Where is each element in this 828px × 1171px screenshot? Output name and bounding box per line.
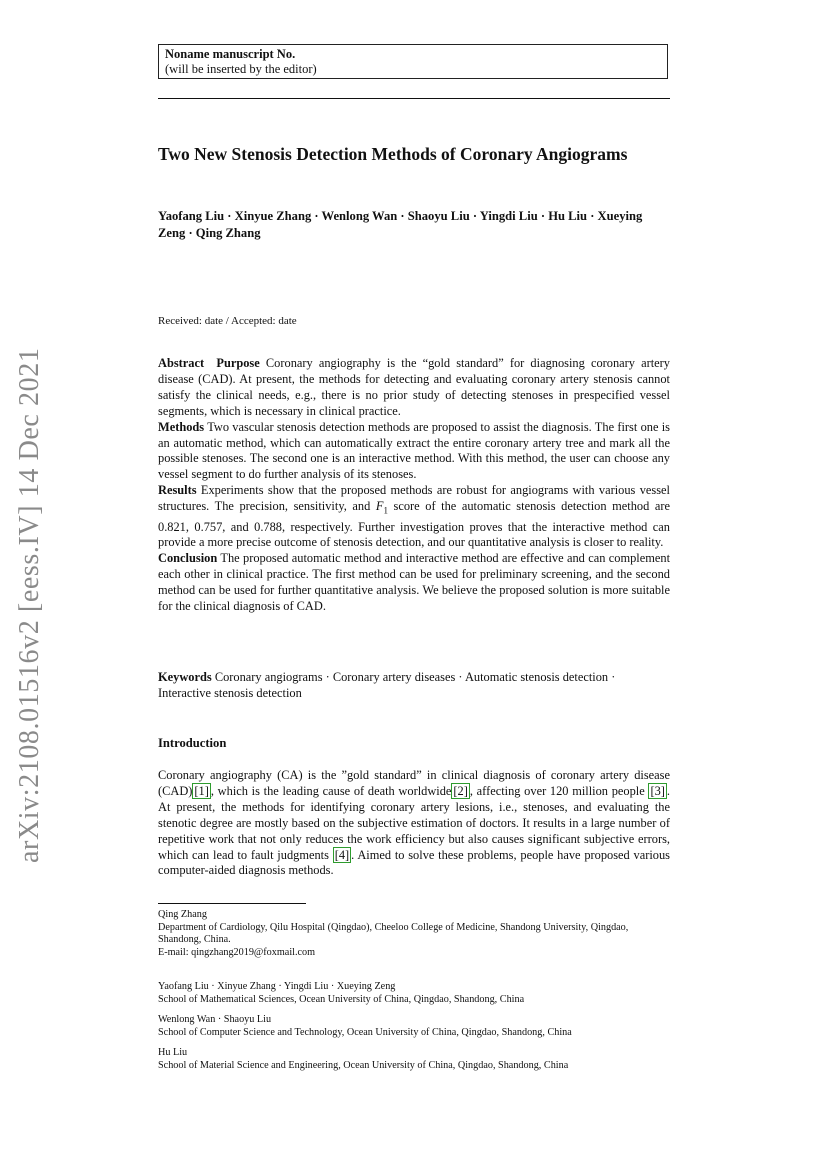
intro-text-1: Coronary angiography (CA) is the ”gold standard” in clinical diagnosis of coronary artery disease (CAD) <box>158 768 670 798</box>
intro-text-5: . Aimed to solve these problems, people have proposed various computer-aided diagnosis methods. <box>158 847 670 878</box>
received-accepted-dates: Received: date / Accepted: date <box>158 315 297 327</box>
introduction-paragraph <box>158 768 670 879</box>
affiliation-block <box>158 1047 670 1072</box>
results-text-b: score of the automatic stenosis detection method are 0.821, 0.757, and 0.788, respectively. Further investigation proves that the interactive method can provide a more precise outcome of stenosis detection, and our quantitative analysis is closer to reality. <box>158 499 670 550</box>
keywords-text: Coronary angiograms · Coronary artery diseases · Automatic stenosis detection · Interactive stenosis detection <box>158 670 616 700</box>
citation-link[interactable]: [4] <box>334 847 350 862</box>
introduction-heading: Introduction <box>158 736 227 750</box>
affiliation-names: Yaofang Liu · Xinyue Zhang · Yingdi Liu · Xueying Zeng <box>158 981 396 992</box>
citation-link[interactable]: [2] <box>453 783 468 798</box>
affiliation-names: Qing Zhang <box>158 909 207 920</box>
methods-text: Two vascular stenosis detection methods are proposed to assist the diagnosis. The first one is an automatic method, which can automatically extract the entire coronary artery tree and mark all the possible stenoses. The second one is an interactive method. With this method, the user can choose any vessel segment to do further analysis of its stenoses. <box>158 419 671 482</box>
conclusion-label: Conclusion <box>158 551 218 566</box>
arxiv-identifier-stamp: arXiv:2108.01516v2 [eess.IV] 14 Dec 2021 <box>14 347 45 863</box>
results-text-a: Experiments show that the proposed methods are robust for angiograms with various vessel structures. The precision, sensitivity, and <box>158 483 670 514</box>
affiliation-address: School of Computer Science and Technology, Ocean University of China, Qingdao, Shandong, China <box>158 1026 572 1038</box>
abstract-purpose <box>158 356 670 420</box>
purpose-text: Coronary angiography is the “gold standard” for diagnosing coronary artery disease (CAD). At present, the methods for detecting and evaluating coronary artery stenosis cannot satisfy the clinical needs, e.g., there is no prior study of detecting stenoses in prespecified vessel segments, which is necessary in clinical practice. <box>158 356 670 418</box>
f1-subscript: 1 <box>383 505 388 516</box>
manuscript-header-box <box>158 44 668 79</box>
intro-text-3: , affecting over 120 million people <box>469 783 649 798</box>
abstract-methods <box>158 420 670 484</box>
editor-note: (will be inserted by the editor) <box>165 62 317 76</box>
affiliation-address: School of Material Science and Engineering, Ocean University of China, Qingdao, Shandong, China <box>158 1059 569 1071</box>
conclusion-text: The proposed automatic method and interactive method are effective and can complement each other in clinical practice. The first method can be used for preliminary screening, and the second method can be used for further quantitative analysis. We believe the proposed solution is more suitable for the clinical diagnosis of CAD. <box>158 551 671 614</box>
affiliation-address: School of Mathematical Sciences, Ocean University of China, Qingdao, Shandong, China <box>158 993 525 1005</box>
paper-title: Two New Stenosis Detection Methods of Coronary Angiograms <box>158 144 628 164</box>
citation-link[interactable]: [1] <box>194 783 209 798</box>
keywords-label: Keywords <box>158 670 212 684</box>
methods-label: Methods <box>158 419 205 434</box>
results-label: Results <box>158 483 197 498</box>
abstract-results <box>158 483 670 551</box>
abstract-conclusion <box>158 551 670 615</box>
intro-text-2: , which is the leading cause of death worldwide <box>210 783 452 798</box>
affiliation-address: Department of Cardiology, Qilu Hospital (Qingdao), Cheeloo College of Medicine, Shandong University, Qingdao, Shandong, China. <box>158 921 629 946</box>
abstract <box>158 356 670 615</box>
author-list: Yaofang Liu · Xinyue Zhang · Wenlong Wan · Shaoyu Liu · Yingdi Liu · Hu Liu · Xueying Zeng · Qing Zhang <box>158 209 643 240</box>
purpose-label: Purpose <box>216 356 260 370</box>
affiliation-email: E-mail: qingzhang2019@foxmail.com <box>158 946 316 958</box>
abstract-label: Abstract <box>158 356 205 370</box>
f1-symbol: F <box>375 499 384 514</box>
citation-link[interactable]: [3] <box>650 783 665 798</box>
affiliation-block <box>158 981 670 1006</box>
affiliation-names: Wenlong Wan · Shaoyu Liu <box>158 1014 272 1025</box>
header-rule <box>158 98 670 99</box>
affiliation-block <box>158 1014 670 1039</box>
affiliation-names: Hu Liu <box>158 1047 188 1058</box>
manuscript-number: Noname manuscript No. <box>165 47 296 61</box>
keywords <box>158 670 670 702</box>
intro-text-4: . At present, the methods for identifying coronary artery lesions, i.e., stenoses, and evaluating the stenotic degree are mostly based on the subjective estimation of doctors. It results in a large number of repetitive work that not only reduces the work efficiency but also causes significant subjective errors, which can lead to fault judgments <box>158 783 670 862</box>
affiliation-block <box>158 909 670 959</box>
footnote-rule <box>158 903 306 904</box>
